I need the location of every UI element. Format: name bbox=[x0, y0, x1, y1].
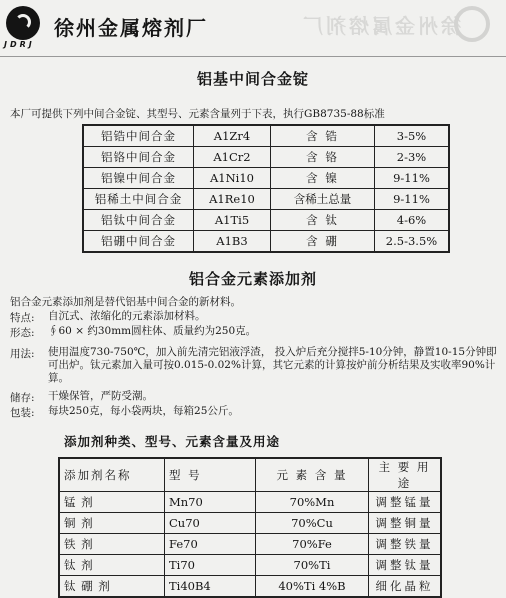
additive-model: Ti70 bbox=[165, 555, 256, 576]
usage-label: 用法: bbox=[10, 348, 35, 360]
company-name: 徐州金属熔剂厂 bbox=[54, 16, 208, 40]
alloy-name: 铝硼中间合金 bbox=[83, 231, 194, 253]
additive-use: 调整铁量 bbox=[369, 534, 442, 555]
alloy-name: 铝铬中间合金 bbox=[83, 147, 194, 168]
alloy-model: A1Cr2 bbox=[194, 147, 271, 168]
form-text: ∮60 × 约30mm圆柱体、质量约为250克。 bbox=[48, 325, 257, 337]
table-row bbox=[83, 231, 449, 253]
table-header-row bbox=[59, 458, 441, 492]
additive-content: 70%Mn bbox=[256, 492, 369, 513]
additive-use: 细化晶粒 bbox=[369, 576, 442, 598]
additive-content: 70%Cu bbox=[256, 513, 369, 534]
column-header-content: 元 素 含 量 bbox=[256, 458, 369, 492]
show-through-logo-icon bbox=[454, 6, 490, 42]
alloy-model: A1Zr4 bbox=[194, 125, 271, 147]
alloy-model: A1Ni10 bbox=[194, 168, 271, 189]
package-label: 包装: bbox=[10, 407, 35, 419]
section3-title: 添加剂种类、型号、元素含量及用途 bbox=[64, 434, 281, 449]
additive-model: Fe70 bbox=[165, 534, 256, 555]
additive-name: 锰 剂 bbox=[59, 492, 165, 513]
additive-content: 70%Ti bbox=[256, 555, 369, 576]
alloy-range: 9-11% bbox=[375, 168, 450, 189]
alloy-element: 含 铬 bbox=[271, 147, 375, 168]
alloy-name: 铝锆中间合金 bbox=[83, 125, 194, 147]
alloy-range: 2-3% bbox=[375, 147, 450, 168]
table-row bbox=[83, 147, 449, 168]
column-header-use: 主 要 用 途 bbox=[369, 458, 442, 492]
additive-use: 调整钛量 bbox=[369, 555, 442, 576]
additive-content: 70%Fe bbox=[256, 534, 369, 555]
alloy-name: 铝稀土中间合金 bbox=[83, 189, 194, 210]
alloy-name: 铝钛中间合金 bbox=[83, 210, 194, 231]
alloy-range: 4-6% bbox=[375, 210, 450, 231]
section1-title: 铝基中间合金锭 bbox=[196, 70, 309, 88]
table-row bbox=[59, 576, 441, 598]
table-row bbox=[59, 492, 441, 513]
table-row bbox=[59, 555, 441, 576]
alloy-table bbox=[82, 124, 450, 253]
package-text: 每块250克，每小袋两块，每箱25公斤。 bbox=[48, 405, 239, 417]
additive-model: Mn70 bbox=[165, 492, 256, 513]
section2-intro: 铝合金元素添加剂是替代铝基中间合金的新材料。 bbox=[10, 296, 241, 308]
storage-text: 干燥保管，严防受潮。 bbox=[48, 390, 153, 402]
additive-name: 铁 剂 bbox=[59, 534, 165, 555]
alloy-model: A1B3 bbox=[194, 231, 271, 253]
table-row bbox=[83, 168, 449, 189]
alloy-element: 含 镍 bbox=[271, 168, 375, 189]
alloy-element: 含 钛 bbox=[271, 210, 375, 231]
additive-name: 铜 剂 bbox=[59, 513, 165, 534]
logo-swirl-icon bbox=[15, 14, 31, 30]
table-row bbox=[83, 189, 449, 210]
table-row bbox=[83, 125, 449, 147]
additive-model: Cu70 bbox=[165, 513, 256, 534]
storage-label: 储存: bbox=[10, 392, 35, 404]
column-header-model: 型 号 bbox=[165, 458, 256, 492]
additive-use: 调整铜量 bbox=[369, 513, 442, 534]
table-row bbox=[83, 210, 449, 231]
usage-text: 使用温度730-750℃，加入前先清完铝液浮渣， 投入炉后充分搅拌5-10分钟，静置10-15分钟即可出炉。钛元素加入量可按0.015-0.02%计算，其它元素的计算按炉前分析结果及实收率90%计算。 bbox=[48, 346, 497, 384]
column-header-name: 添加剂名称 bbox=[59, 458, 165, 492]
additive-model: Ti40B4 bbox=[165, 576, 256, 598]
additive-name: 钛 剂 bbox=[59, 555, 165, 576]
alloy-element: 含 硼 bbox=[271, 231, 375, 253]
features-text: 自沉式、浓缩化的元素添加材料。 bbox=[48, 310, 206, 322]
alloy-range: 3-5% bbox=[375, 125, 450, 147]
table-row bbox=[59, 534, 441, 555]
additive-content: 40%Ti 4%B bbox=[256, 576, 369, 598]
logo-text: JDRJ bbox=[4, 40, 35, 49]
additive-name: 钛 硼 剂 bbox=[59, 576, 165, 598]
alloy-element: 含稀土总量 bbox=[271, 189, 375, 210]
alloy-range: 2.5-3.5% bbox=[375, 231, 450, 253]
features-label: 特点: bbox=[10, 312, 35, 324]
additive-table bbox=[58, 457, 442, 598]
section2-title: 铝合金元素添加剂 bbox=[188, 270, 317, 288]
header-divider bbox=[0, 56, 506, 57]
show-through-company-name: 徐州金属熔剂厂 bbox=[300, 14, 461, 38]
alloy-model: A1Ti5 bbox=[194, 210, 271, 231]
table-row bbox=[59, 513, 441, 534]
alloy-name: 铝镍中间合金 bbox=[83, 168, 194, 189]
alloy-range: 9-11% bbox=[375, 189, 450, 210]
section1-intro: 本厂可提供下列中间合金锭、其型号、元素含量列于下表，执行GB8735-88标准 bbox=[10, 108, 385, 120]
alloy-element: 含 锆 bbox=[271, 125, 375, 147]
additive-use: 调整锰量 bbox=[369, 492, 442, 513]
alloy-model: A1Re10 bbox=[194, 189, 271, 210]
form-label: 形态: bbox=[10, 327, 35, 339]
